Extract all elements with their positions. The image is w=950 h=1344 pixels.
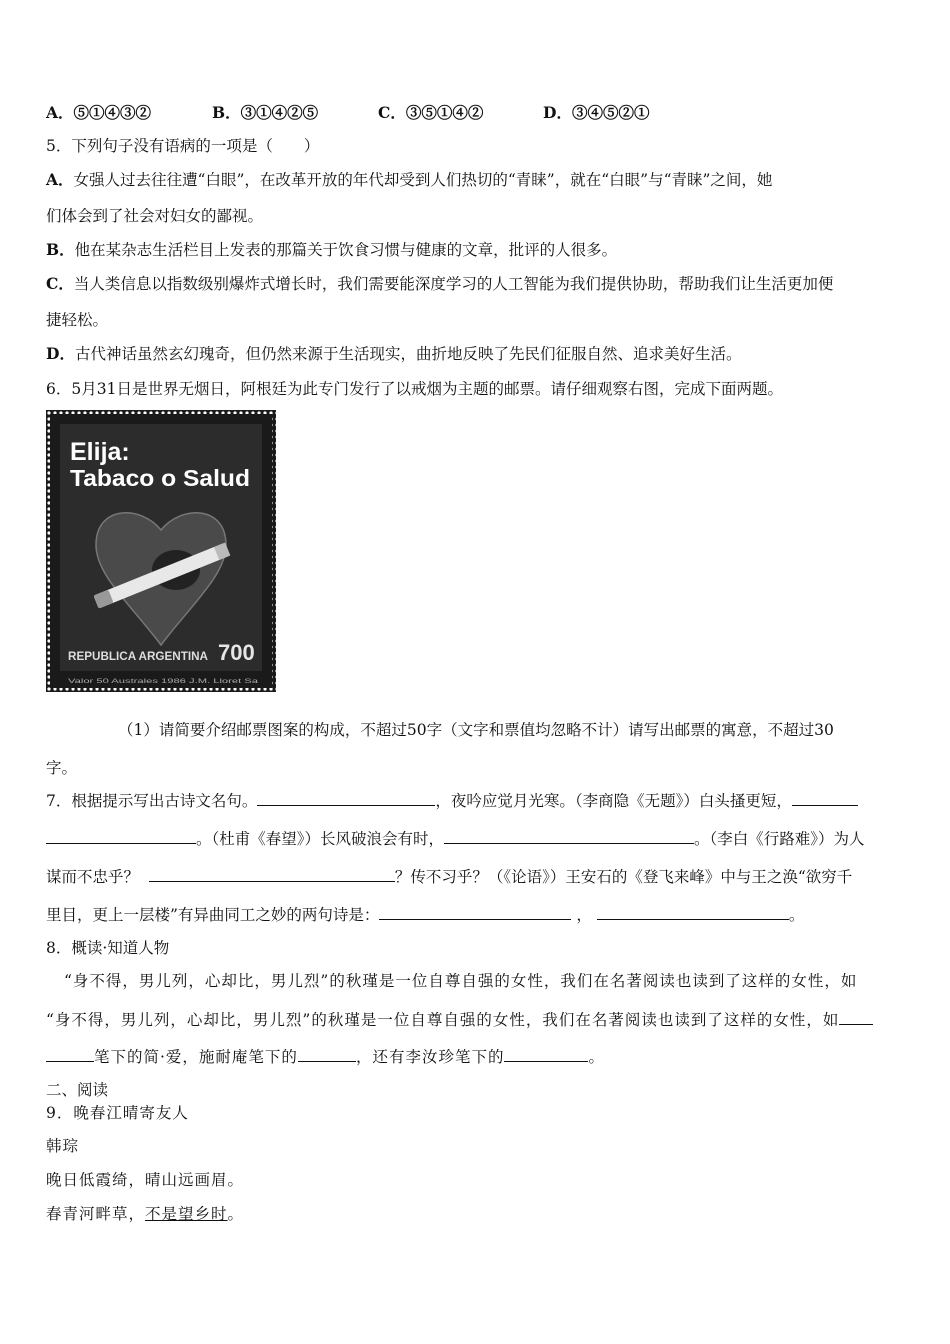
q8-blank-1a[interactable] — [839, 1008, 873, 1025]
q7-line1: 7．根据提示写出古诗文名句。 ，夜吟应觉月光寒。（李商隐《无题》）白头搔更短， — [46, 789, 906, 812]
q7-blank-2a[interactable] — [792, 789, 858, 806]
q5-option-d: D．古代神话虽然玄幻瑰奇，但仍然来源于生活现实，曲折地反映了先民们征服自然、追求美好生活。 — [46, 344, 742, 363]
q4-option-b: B．③①④②⑤ — [212, 103, 319, 122]
stamp-country: REPUBLICA ARGENTINA — [68, 649, 209, 663]
stamp-image — [46, 410, 276, 692]
q8-blank-2[interactable] — [298, 1045, 356, 1062]
q9-author: 韩琮 — [46, 1137, 80, 1155]
q8-stem: 8．概读·知道人物 — [46, 939, 170, 957]
q7-blank-2b[interactable] — [46, 827, 196, 844]
q5-option-a-line1: A．女强人过去往往遭“白眼”，在改革开放的年代却受到人们热切的“青睐”，就在“白眼”与“青睐”之间，她 — [46, 170, 773, 189]
stamp-title-line2: Tabaco o Salud — [70, 465, 250, 491]
q6-stem: 6．5月31日是世界无烟日，阿根廷为此专门发行了以戒烟为主题的邮票。请仔细观察右图，完成下面两题。 — [46, 380, 783, 398]
section-reading-heading: 二、阅读 — [46, 1081, 109, 1099]
q9-poem-line2: 春青河畔草，不是望乡时。 — [46, 1205, 245, 1223]
q5-option-a-line2: 们体会到了社会对妇女的鄙视。 — [46, 207, 264, 225]
q7-blank-5[interactable] — [379, 903, 571, 920]
q5-option-b: B．他在某杂志生活栏目上发表的那篇关于饮食习惯与健康的文章，批评的人很多。 — [46, 240, 618, 259]
q8-blank-3[interactable] — [504, 1045, 588, 1062]
stamp-title-line1: Elija: — [70, 438, 130, 466]
q7-blank-1[interactable] — [257, 789, 435, 806]
q7-blank-6[interactable] — [597, 903, 789, 920]
q4-option-a: A．⑤①④③② — [46, 103, 152, 122]
q9-underlined-phrase: 不是望乡时 — [145, 1205, 228, 1223]
q7-line4: 里目，更上一层楼”有异曲同工之妙的两句诗是： ， 。 — [46, 903, 906, 926]
q5-stem: 5．下列句子没有语病的一项是（ ） — [46, 137, 320, 155]
q7-line3: 谋而不忠乎？ ？传不习乎？（《论语》）王安石的《登飞来峰》中与王之涣“欲穷千 — [46, 865, 906, 888]
stamp-fine-print: Valor 50 Australes 1986 J.M. Lloret Sa — [68, 679, 260, 685]
q5-option-c-line1: C．当人类信息以指数级别爆炸式增长时，我们需要能深度学习的人工智能为我们提供协助，帮助我们让生活更加便 — [46, 274, 834, 293]
q6-sub-line1: （1）请简要介绍邮票图案的构成，不超过50字（文字和票值均忽略不计）请写出邮票的寓意，不超过30 — [118, 721, 834, 739]
stamp-illustration — [46, 410, 276, 692]
q7-line2: 。（杜甫《春望》）长风破浪会有时， 。（李白《行路难》）为人 — [46, 827, 906, 850]
q7-blank-3[interactable] — [444, 827, 694, 844]
q4-option-d: D．③④⑤②① — [543, 103, 650, 122]
q5-option-c-line2: 捷轻松。 — [46, 311, 109, 329]
q7-blank-4[interactable] — [149, 865, 395, 882]
q8-line2: “身不得，男儿列，心却比，男儿烈”的秋瑾是一位自尊自强的女性，我们在名著阅读也读到了这样的女性，如 — [46, 1008, 906, 1031]
q8-blank-1b[interactable] — [46, 1045, 94, 1062]
q6-sub-line2: 字。 — [46, 759, 78, 777]
q4-option-c: C．③⑤①④② — [378, 103, 484, 122]
q8-line1: “身不得，男儿列，心却比，男儿烈”的秋瑾是一位自尊自强的女性，我们在名著阅读也读到了这样的女性，如 — [64, 972, 858, 990]
stamp-value: 700 — [218, 640, 255, 665]
q8-line3: 笔下的简·爱，施耐庵笔下的 ，还有李汝珍笔下的 。 — [46, 1045, 906, 1068]
q9-title: 9．晚春江晴寄友人 — [46, 1104, 189, 1122]
q9-poem-line1: 晚日低霞绮，晴山远画眉。 — [46, 1171, 245, 1189]
